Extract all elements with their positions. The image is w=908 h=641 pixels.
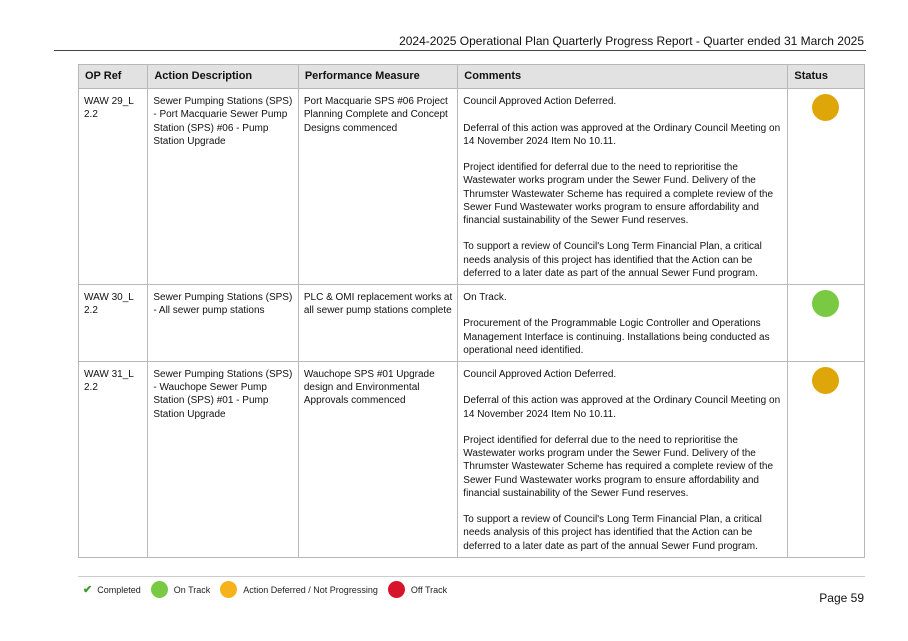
status-indicator-icon (812, 367, 839, 394)
action-description-cell: Sewer Pumping Stations (SPS) - Wauchope Sewer Pump Station (SPS) #01 - Pump Station Upgrade (148, 362, 299, 558)
comment-paragraph: On Track. (463, 292, 507, 303)
performance-measure-cell: PLC & OMI replacement works at all sewer pump stations complete (298, 285, 457, 362)
legend-item-off-track (388, 581, 447, 598)
amber-dot-icon (220, 581, 237, 598)
comments-cell (458, 285, 788, 362)
status-legend (78, 576, 865, 598)
green-dot-icon (151, 581, 168, 598)
op-ref-cell: WAW 31_L 2.2 (79, 362, 148, 558)
action-description-cell: Sewer Pumping Stations (SPS) - Port Macquarie Sewer Pump Station (SPS) #06 - Pump Station Upgrade (148, 89, 299, 285)
action-description-cell: Sewer Pumping Stations (SPS) - All sewer pump stations (148, 285, 299, 362)
column-header-op-ref: OP Ref (79, 65, 148, 89)
comment-paragraph: Deferral of this action was approved at the Ordinary Council Meeting on 14 November 2024 Item No 10.11. (463, 395, 781, 420)
status-cell (788, 362, 865, 558)
legend-item-on-track (151, 581, 211, 598)
header-divider (54, 50, 866, 51)
column-header-comments: Comments (458, 65, 788, 89)
comment-paragraph: Procurement of the Programmable Logic Controller and Operations Management Interface is continuing. Installations being conducted as operational need identified. (463, 318, 770, 356)
table-row (79, 285, 865, 362)
comment-paragraph: Deferral of this action was approved at the Ordinary Council Meeting on 14 November 2024 Item No 10.11. (463, 122, 781, 147)
column-header-action-description: Action Description (148, 65, 299, 89)
comment-paragraph: Council Approved Action Deferred. (463, 96, 617, 108)
table-header-row (79, 65, 865, 89)
column-header-status: Status (788, 65, 865, 89)
legend-label: Action Deferred / Not Progressing (243, 584, 378, 595)
comment-paragraph: Council Approved Action Deferred. (463, 369, 617, 380)
status-indicator-icon (812, 290, 839, 317)
page-header-title: 2024-2025 Operational Plan Quarterly Progress Report - Quarter ended 31 March 2025 (399, 34, 864, 48)
comments-cell (458, 89, 788, 285)
status-cell (788, 89, 865, 285)
comment-paragraph: To support a review of Council's Long Term Financial Plan, a critical needs analysis of this project has identified that the Action can be deferred to a later date as part of the annual Sewer Fund program. (463, 241, 762, 279)
legend-label: Off Track (410, 584, 448, 595)
legend-label: On Track (173, 584, 211, 595)
legend-item-completed (78, 583, 141, 596)
status-cell (788, 285, 865, 362)
status-indicator-icon (812, 94, 839, 121)
column-header-performance-measure: Performance Measure (298, 65, 457, 89)
comment-paragraph: Project identified for deferral due to the need to reprioritise the Wastewater works program under the Sewer Fund. Delivery of the Thrumster Wastewater Scheme has required a complete review of the Sewer Fund Wastewater works program to ensure affordability and financial sustainability of the Sewer Fund reserves. (463, 162, 774, 226)
legend-item-action-deferred (220, 581, 378, 598)
table-row (79, 362, 865, 558)
table-row (79, 89, 865, 285)
comment-paragraph: To support a review of Council's Long Term Financial Plan, a critical needs analysis of this project has identified that the Action can be deferred to a later date as part of the annual Sewer Fund program. (463, 514, 762, 552)
legend-label: Completed (97, 584, 141, 595)
op-ref-cell: WAW 30_L 2.2 (79, 285, 148, 362)
check-icon: ✔ (83, 584, 93, 596)
page-number: Page 59 (819, 591, 864, 605)
progress-table (78, 64, 865, 558)
comments-cell (458, 362, 788, 558)
comment-paragraph: Project identified for deferral due to the need to reprioritise the Wastewater works program under the Sewer Fund. Delivery of the Thrumster Wastewater Scheme has required a complete review of the Sewer Fund Wastewater works program to ensure affordability and financial sustainability of the Sewer Fund reserves. (463, 434, 774, 499)
red-dot-icon (388, 581, 405, 598)
performance-measure-cell: Wauchope SPS #01 Upgrade design and Environmental Approvals commenced (298, 362, 457, 558)
performance-measure-cell: Port Macquarie SPS #06 Project Planning Complete and Concept Designs commenced (298, 89, 457, 285)
op-ref-cell: WAW 29_L 2.2 (79, 89, 148, 285)
